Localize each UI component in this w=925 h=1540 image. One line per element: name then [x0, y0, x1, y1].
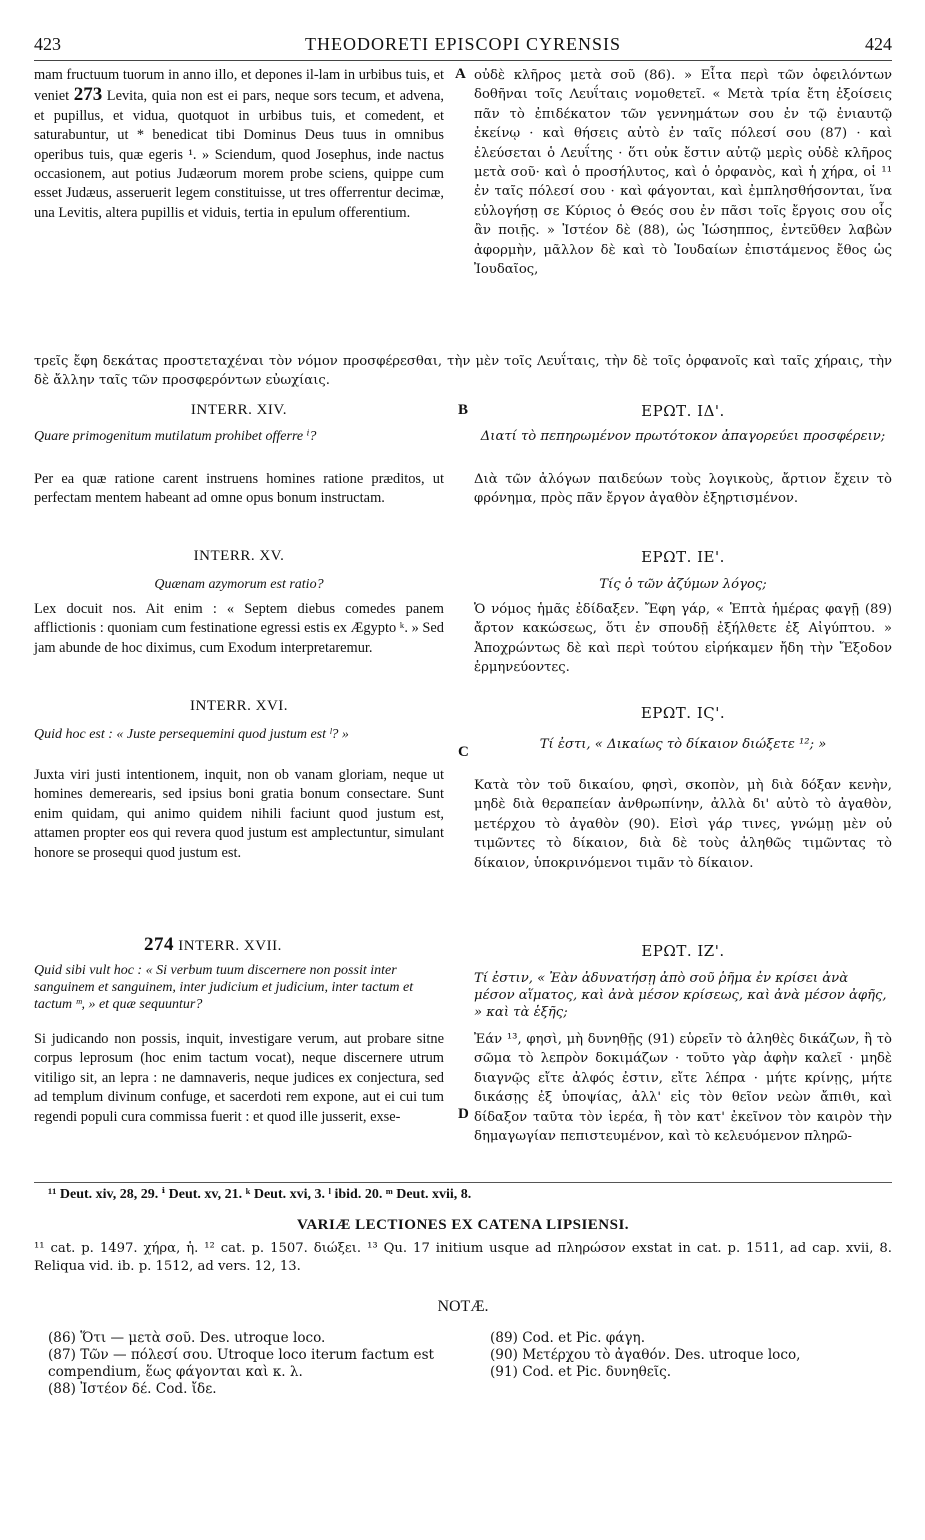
erot-16-question: Τί ἐστι, « Δικαίως τὸ δίκαιον διώξετε ¹²; »: [539, 737, 827, 752]
scripture-footnotes: ¹¹ Deut. xiv, 28, 29. ⁱ Deut. xv, 21. ᵏ Deut. xvi, 3. ˡ ibid. 20. ᵐ Deut. xvii, 8.: [48, 1187, 472, 1202]
page-marker-274: 274: [144, 934, 174, 955]
interr-17-question: Quid sibi vult hoc : « Si verbum tuum discernere non possit inter sanguinem et sanguinem, inter judicium et judicium, inter tactum et tactum ᵐ, » et quæ sequuntur?: [34, 963, 414, 1012]
erot-15-question: Τίς ὁ τῶν ἀζύμων λόγος;: [599, 577, 767, 592]
page-marker-273: 273: [73, 84, 103, 106]
interr-16-answer: Juxta viri justi intentionem, inquit, non ob vanam gloriam, neque ut homines demerearis, sed ipsius boni gratia bonum consectare. Sunt enim quidam, qui animo quidem nihili faciunt quod justum est, attamen propter eos qui revera quod justum est amplectuntur, simulant honore se prosequi quod justum est.: [34, 767, 444, 861]
interr-17-answer: Si judicando non possis, inquit, investigare verum, aut probare sitne corpus leprosum (hoc enim tactum vocat), neque discernere utrum vitiligo sit, an lepra : ne damnaveris, neque judices ex conjectura, sed ad templum divinum confuge, et sacerdoti rem expone, aut ei cui tum regendi populi cura commissa fuerit : et quod ille jusserit, exse-: [34, 1031, 444, 1125]
notae-right: [490, 1330, 892, 1381]
page-number-right: 424: [865, 34, 892, 54]
page-number-left: 423: [34, 34, 61, 54]
note-86: (86) Ὅτι — μετὰ σοῦ. Des. utroque loco.: [48, 1330, 326, 1346]
note-89: (89) Cod. et Pic. φάγη.: [490, 1330, 646, 1346]
running-header: [34, 30, 892, 61]
erot-16-heading: ΕΡΩΤ. ΙϚ'.: [640, 704, 726, 722]
erot-14-question: Διατί τὸ πεπηρωμένον πρωτότοκον ἀπαγορεύει προσφέρειν;: [480, 429, 886, 444]
interr-16-heading: INTERR. XVI.: [189, 698, 289, 714]
interr-15-answer: Lex docuit nos. Ait enim : « Septem diebus comedes panem afflictionis : quoniam cum festinatione egressi estis ex Ægypto ᵏ. » Sed jam abunde de hoc diximus, cum Exodum interpretaremur.: [34, 601, 444, 656]
greek-text-fullwidth: τρεῖς ἔφη δεκάτας προστεταχέναι τὸν νόμον προσφέρεσθαι, τὴν μὲν τοῖς Λευΐταις, τὴν δὲ τοῖς ὀρφανοῖς καὶ ταῖς χήραις, τὴν δὲ ἄλλην ταῖς τῶν προσφερόντων εὐωχίαις.: [34, 354, 892, 389]
page: [34, 30, 892, 1510]
note-87: (87) Τῶν — πόλεσί σου. Utroque loco iterum factum est compendium, ἕως φάγονται καὶ κ. λ.: [48, 1347, 435, 1380]
erot-17-answer: Ἐάν ¹³, φησὶ, μὴ δυνηθῇς (91) εὑρεῖν τὸ ἀληθὲς δικάζων, ἢ τὸ σῶμα τὸ λεπρὸν δοκιμάζων · τοῦτο γὰρ ἀφὴν καλεῖ · μηδὲ διαγνῷς εἴτε ἀλφός ἐστιν, εἴτε λέπρα · μήτε κρίνῃς, μήτε δικάσῃς ἐξ ὑποψίας, ἀλλ' εἰς τὸν θεῖον νεὼν ἄπιθι, καὶ δίδαξον ταῦτα τὸν ἱερέα, ἢ τὸν κατ' ἐκεῖνον τὸν καιρὸν τὴν δημαγωγίαν πεπιστευμένον, καὶ τὸ κελευόμενον πληρῶ-: [474, 1032, 892, 1145]
interr-16-question: Quid hoc est : « Juste persequemini quod justum est ˡ? »: [34, 727, 349, 742]
interr-15-heading: INTERR. XV.: [193, 548, 285, 564]
margin-letter-d: D: [458, 1106, 469, 1122]
erot-16-answer: Κατὰ τὸν τοῦ δικαίου, φησὶ, σκοπὸν, μὴ διὰ δόξαν κενὴν, μηδὲ διὰ θεραπείαν ἀνθρωπίνην, ἀλλὰ δι' αὐτὸ τὸ ἀγαθὸν, μετέρχου τὸ ἀγαθὸν (90). Εἰσὶ γάρ τινες, γνώμῃ μὲν οὐ τιμῶντες τὸ δίκαιον, διὰ δὲ τοὺς ἀληθῶς τιμῶντας τὸ δίκαιον, ὑποκρινόμενοι τιμᾶν τὸ δίκαιον.: [474, 778, 892, 871]
footnote-rule: [34, 1182, 892, 1183]
margin-letter-c: C: [458, 744, 469, 760]
erot-14-answer: Διὰ τῶν ἀλόγων παιδεύων τοὺς λογικοὺς, ἄρτιον ἔχειν τὸ φρόνημα, πρὸς πᾶν ἔργον ἀγαθὸν ἐξηρτισμένον.: [474, 472, 892, 507]
note-91: (91) Cod. et Pic. δυνηθεῖς.: [490, 1364, 672, 1380]
interr-17-heading: 274 INTERR. XVII.: [144, 934, 282, 955]
erot-15-answer: Ὁ νόμος ἡμᾶς ἐδίδαξεν. Ἔφη γάρ, « Ἑπτὰ ἡμέρας φαγῇ (89) ἄρτον κακώσεως, ὅτι ἐν σπουδῇ ἐξήλθετε ἐξ Αἰγύπτου. » Ἀποχρώντως δὲ καὶ περὶ τούτου εἰρήκαμεν ἤδη τὴν Ἔξοδον ἑρμηνεύοντες.: [474, 602, 892, 676]
note-90: (90) Μετέρχου τὸ ἀγαθόν. Des. utroque loco,: [490, 1347, 801, 1363]
interr-14-answer: Per ea quæ ratione carent instruens homines ratione præditos, ut perfectam mentem habeant ad omne opus bonum instructam.: [34, 471, 444, 507]
notae-title: NOTÆ.: [437, 1298, 489, 1315]
latin-text-top: mam fructuum tuorum in anno illo, et depones il-lam in urbibus tuis, et veniet 273 Levita, quia non est ei pars, neque sors tecum, et advena, et pupillus, et vidua, quotquot in urbibus tuis, et comedent, et saturabuntur, ut * benedicat tibi Dominus Deus tuus in omnibus operibus tuis, quæ egeris ¹. » Sciendum, quod Josephus, inde nactus occasionem, aut potius Judæorum morem probe sciens, quippe cum esset Judæus, asseruerit legem constituisse, ut tres offerrentur decimæ, una Levitis, altera pupillis et viduis, tertia in epulum offerentium.: [34, 67, 444, 221]
margin-letter-b: B: [458, 402, 469, 418]
variae-lectiones-text: ¹¹ cat. p. 1497. χήρα, ἡ. ¹² cat. p. 1507. διώξει. ¹³ Qu. 17 initium usque ad πληρώσον exstat in cat. p. 1511, ad cap. xvii, 8. Reliqua vid. ib. p. 1512, ad vers. 12, 13.: [34, 1241, 892, 1274]
erot-14-heading: ΕΡΩΤ. ΙΔ'.: [641, 402, 725, 420]
margin-letter-a: A: [455, 66, 466, 82]
notae-left: [48, 1330, 468, 1398]
erot-17-question: Τί ἐστιν, « Ἐὰν ἀδυνατήσῃ ἀπὸ σοῦ ῥῆμα ἐν κρίσει ἀνὰ μέσον αἵματος, καὶ ἀνὰ μέσον κρίσεως, καὶ ἀνὰ μέσον ἀφῆς, » καὶ τὰ ἑξῆς;: [474, 971, 887, 1020]
greek-text-top: οὐδὲ κλῆρος μετὰ σοῦ (86). » Εἶτα περὶ τῶν ὀφειλόντων δοθῆναι τοῖς Λευΐταις νομοθετεῖ. « Μετὰ τρία ἔτη ἐξοίσεις πᾶν τὸ ἐπιδέκατον τῶν γεννημάτων σου ἐν τῷ ἐνιαυτῷ ἐκείνῳ · καὶ θήσεις αὐτὸ ἐν ταῖς πόλεσί σου (87) · καὶ ἐλεύσεται ὁ Λευΐτης · ὅτι οὐκ ἔστιν αὐτῷ μερὶς οὐδὲ κλῆρος μετὰ σοῦ· καὶ ὁ προσήλυτος, καὶ ὁ ὀρφανὸς, καὶ ἡ χήρα, οἱ ¹¹ ἐν ταῖς πόλεσί σου · καὶ φάγονται, καὶ ἐμπλησθήσονται, ἵνα εὐλογήσῃ σε Κύριος ὁ Θεός σου ἐν πᾶσι τοῖς ἔργοις σου οἷς ἂν ποιῇς. » Ἰστέον δὲ (88), ὡς Ἰώσηππος, ἐντεῦθεν λαβὼν ἀφορμὴν, μᾶλλον δὲ καὶ τὸ Ἰουδαίων ἐπιστάμενος ἔθος ὡς Ἰουδαῖος,: [474, 68, 892, 278]
interr-14-question: Quare primogenitum mutilatum prohibet offerre ⁱ?: [34, 429, 317, 444]
erot-17-heading: ΕΡΩΤ. ΙΖ'.: [641, 942, 725, 960]
interr-15-question: Quænam azymorum est ratio?: [154, 577, 324, 592]
note-88: (88) Ἰστέον δέ. Cod. ἴδε.: [48, 1381, 217, 1397]
variae-lectiones-title: VARIÆ LECTIONES EX CATENA LIPSIENSI.: [296, 1217, 630, 1233]
erot-15-heading: ΕΡΩΤ. ΙΕ'.: [641, 548, 725, 566]
running-title: THEODORETI EPISCOPI CYRENSIS: [304, 34, 622, 54]
interr-14-heading: INTERR. XIV.: [190, 402, 288, 418]
